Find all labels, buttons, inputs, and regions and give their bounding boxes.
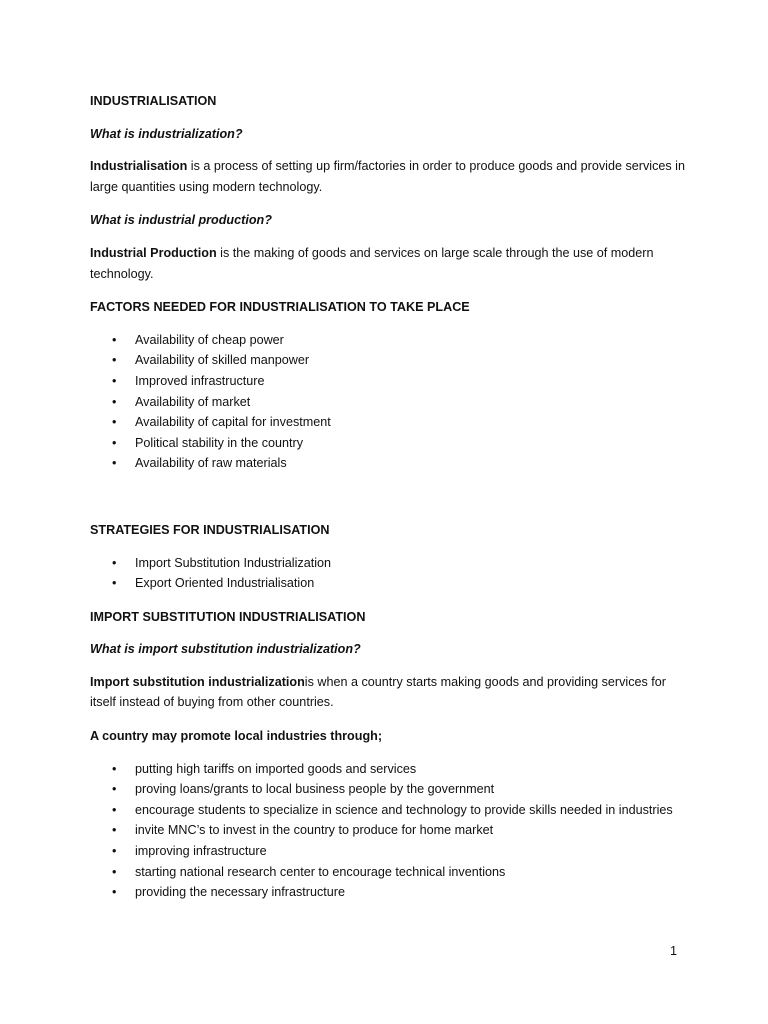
list-item — [90, 573, 690, 594]
list-item — [90, 759, 690, 780]
list-item-text: Availability of capital for investment — [135, 415, 331, 430]
isi-heading: IMPORT SUBSTITUTION INDUSTRIALISATION — [90, 609, 366, 624]
bullet-icon: • — [112, 782, 117, 797]
list-item-text: Availability of market — [135, 394, 251, 409]
list-item-text: providing the necessary infrastructure — [135, 885, 345, 900]
bullet-icon: • — [112, 415, 117, 430]
list-item — [90, 553, 690, 574]
promote-heading: A country may promote local industries through; — [90, 729, 383, 744]
term-industrialisation: Industrialisation — [90, 159, 188, 174]
bullet-icon: • — [112, 373, 117, 388]
definition-industrialisation — [90, 156, 690, 197]
bullet-icon: • — [112, 761, 117, 776]
bullet-icon: • — [112, 802, 117, 817]
promote-list — [90, 759, 690, 903]
bullet-icon: • — [112, 394, 117, 409]
bullet-icon: • — [112, 823, 117, 838]
list-item-text: proving loans/grants to local business people by the government — [135, 782, 495, 797]
list-item-text: encourage students to specialize in science and technology to provide skills needed in industries — [135, 802, 673, 817]
term-industrial-production: Industrial Production — [90, 245, 217, 260]
definition-text-industrialisation: is a process of setting up firm/factories in order to produce goods and provide services in large quantities using modern technology. — [90, 159, 685, 194]
bullet-icon: • — [112, 456, 117, 471]
list-item-text: Availability of cheap power — [135, 332, 284, 347]
bullet-icon: • — [112, 864, 117, 879]
list-item — [90, 433, 690, 454]
bullet-icon: • — [112, 844, 117, 859]
list-item — [90, 371, 690, 392]
list-item — [90, 330, 690, 351]
list-item-text: Availability of raw materials — [135, 456, 287, 471]
bullet-icon: • — [112, 555, 117, 570]
bullet-icon: • — [112, 885, 117, 900]
list-item-text: Availability of skilled manpower — [135, 353, 310, 368]
list-item-text: improving infrastructure — [135, 844, 267, 859]
list-item-text: Political stability in the country — [135, 435, 303, 450]
list-item-text: Import Substitution Industrialization — [135, 555, 332, 570]
list-item — [90, 862, 690, 883]
list-item — [90, 779, 690, 800]
strategies-list — [90, 553, 690, 594]
bullet-icon: • — [112, 435, 117, 450]
list-item — [90, 882, 690, 903]
document-page — [90, 91, 690, 916]
document-title: INDUSTRIALISATION — [90, 94, 217, 108]
definition-import-substitution — [90, 672, 690, 713]
bullet-icon: • — [112, 332, 117, 347]
list-item-text: invite MNC’s to invest in the country to produce for home market — [135, 823, 494, 838]
section-spacer — [90, 487, 690, 520]
definition-text-industrial-production: is the making of goods and services on large scale through the use of modern technology. — [90, 245, 654, 281]
page-number: 1 — [670, 944, 678, 958]
question-industrialization: What is industrialization? — [90, 126, 243, 141]
list-item — [90, 453, 690, 474]
list-item-text: Export Oriented Industrialisation — [135, 576, 315, 591]
list-item — [90, 350, 690, 371]
list-item — [90, 800, 690, 821]
list-item — [90, 820, 690, 841]
list-item-text: Improved infrastructure — [135, 373, 265, 388]
term-import-substitution: Import substitution industrialization — [90, 674, 305, 689]
definition-text-import-substitution: is when a country starts making goods and providing services for itself instead of buying from other countries. — [90, 674, 666, 710]
bullet-icon: • — [112, 353, 117, 368]
list-item — [90, 412, 690, 433]
strategies-heading: STRATEGIES FOR INDUSTRIALISATION — [90, 522, 330, 537]
list-item-text: putting high tariffs on imported goods and services — [135, 761, 417, 776]
question-industrial-production: What is industrial production? — [90, 213, 272, 228]
bullet-icon: • — [112, 576, 117, 591]
factors-list — [90, 330, 690, 474]
list-item — [90, 841, 690, 862]
question-import-substitution: What is import substitution industrialization? — [90, 642, 361, 657]
list-item-text: starting national research center to encourage technical inventions — [135, 864, 506, 879]
list-item — [90, 392, 690, 413]
definition-industrial-production — [90, 243, 690, 284]
factors-heading: FACTORS NEEDED FOR INDUSTRIALISATION TO TAKE PLACE — [90, 300, 470, 315]
